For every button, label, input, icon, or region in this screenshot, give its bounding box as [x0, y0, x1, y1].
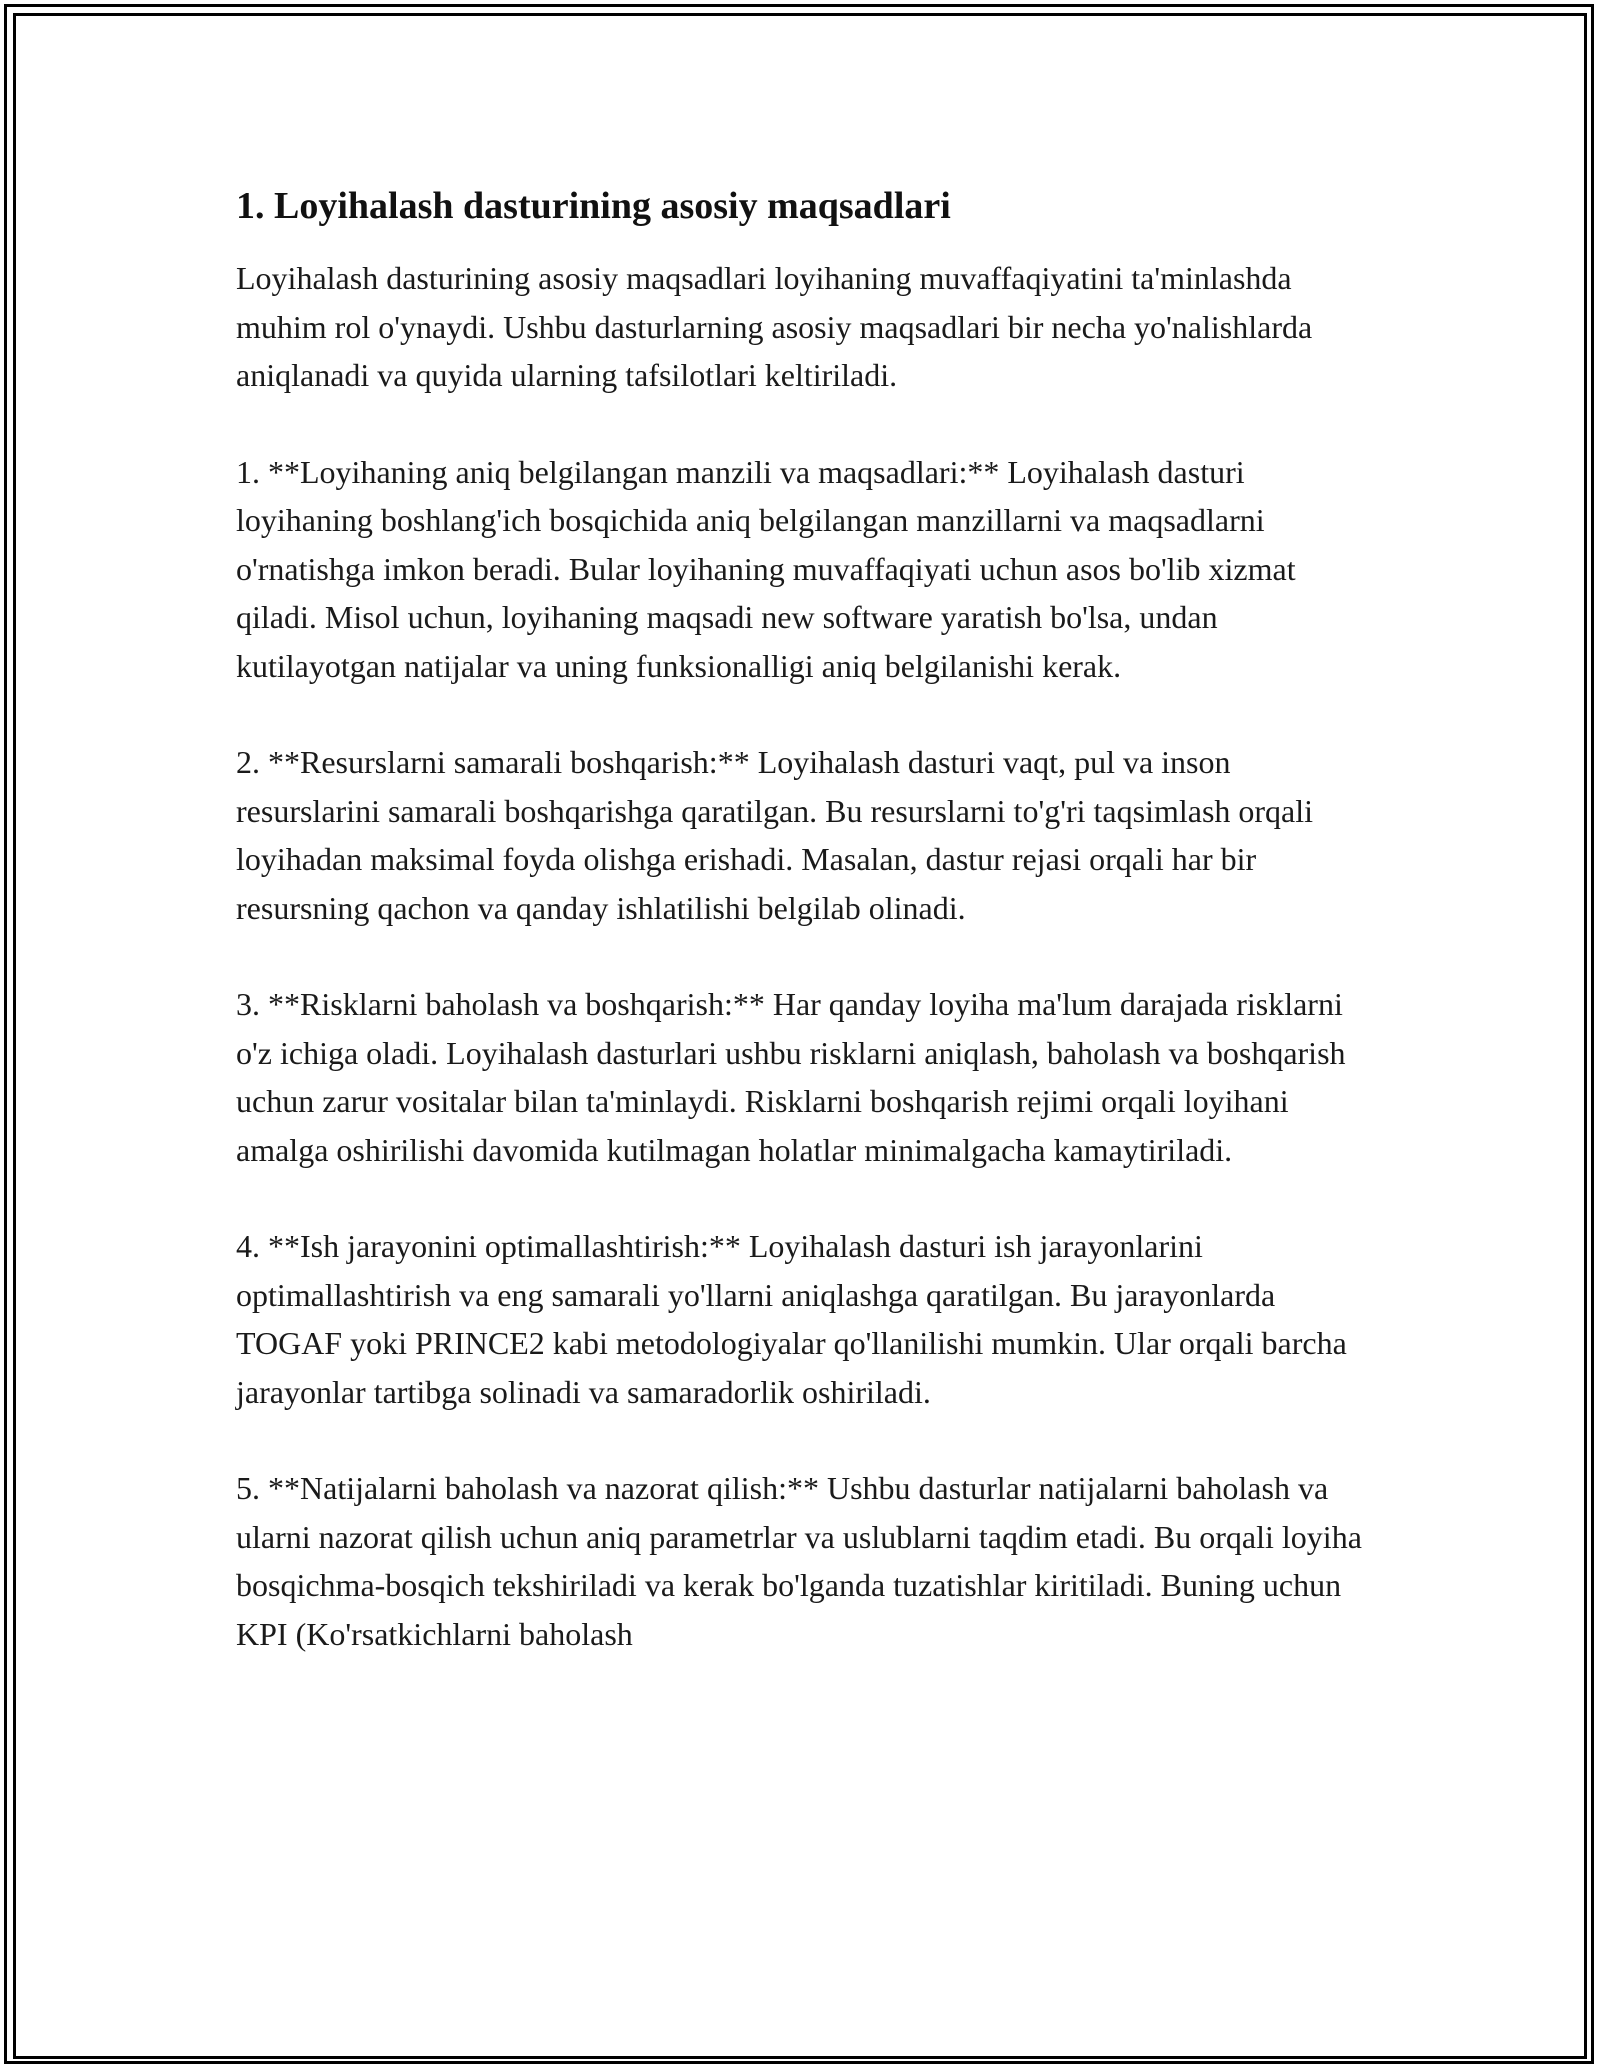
list-item-1: 1. **Loyihaning aniq belgilangan manzili va maqsadlari:** Loyihalash dasturi loyihaning boshlang'ich bosqichida aniq belgilangan manzillarni va maqsadlarni o'rnatishga imkon beradi. Bular loyihaning muvaffaqiyati uchun asos bo'lib xizmat qiladi. Misol uchun, loyihaning maqsadi new software yaratish bo'lsa, undan kutilayotgan natijalar va uning funksionalligi aniq belgilanishi kerak.	[236, 453, 1296, 684]
list-item-3: 3. **Risklarni baholash va boshqarish:** Har qanday loyiha ma'lum darajada risklarni o'z ichiga oladi. Loyihalash dasturlari ushbu risklarni aniqlash, baholash va boshqarish uchun zarur vositalar bilan ta'minlaydi. Risklarni boshqarish rejimi orqali loyihani amalga oshirilishi davomida kutilmagan holatlar minimalgacha kamaytiriladi.	[236, 986, 1346, 1168]
list-item-2: 2. **Resurslarni samarali boshqarish:** Loyihalash dasturi vaqt, pul va inson resurslarini samarali boshqarishga qaratilgan. Bu resurslarni to'g'ri taqsimlash orqali loyihadan maksimal foyda olishga erishadi. Masalan, dastur rejasi orqali har bir resursning qachon va qanday ishlatilishi belgilab olinadi.	[236, 744, 1314, 926]
list-item-5: 5. **Natijalarni baholash va nazorat qilish:** Ushbu dasturlar natijalarni baholash va ularni nazorat qilish uchun aniq parametrlar va uslublarni taqdim etadi. Bu orqali loyiha bosqichma-bosqich tekshiriladi va kerak bo'lganda tuzatishlar kiritiladi. Buning uchun KPI (Ko'rsatkichlarni baholash	[236, 1470, 1362, 1652]
list-item-4: 4. **Ish jarayonini optimallashtirish:** Loyihalash dasturi ish jarayonlarini optimallashtirish va eng samarali yo'llarni aniqlashga qaratilgan. Bu jarayonlarda TOGAF yoki PRINCE2 kabi metodologiyalar qo'llanilishi mumkin. Ular orqali barcha jarayonlar tartibga solinadi va samaradorlik oshiriladi.	[236, 1228, 1347, 1410]
document-title: 1. Loyihalash dasturining asosiy maqsadlari	[236, 185, 951, 227]
document-body	[236, 180, 1376, 1706]
intro-paragraph: Loyihalash dasturining asosiy maqsadlari loyihaning muvaffaqiyatini ta'minlashda muhim rol o'ynaydi. Ushbu dasturlarning asosiy maqsadlari bir necha yo'nalishlarda aniqlanadi va quyida ularning tafsilotlari keltiriladi.	[236, 260, 1313, 393]
